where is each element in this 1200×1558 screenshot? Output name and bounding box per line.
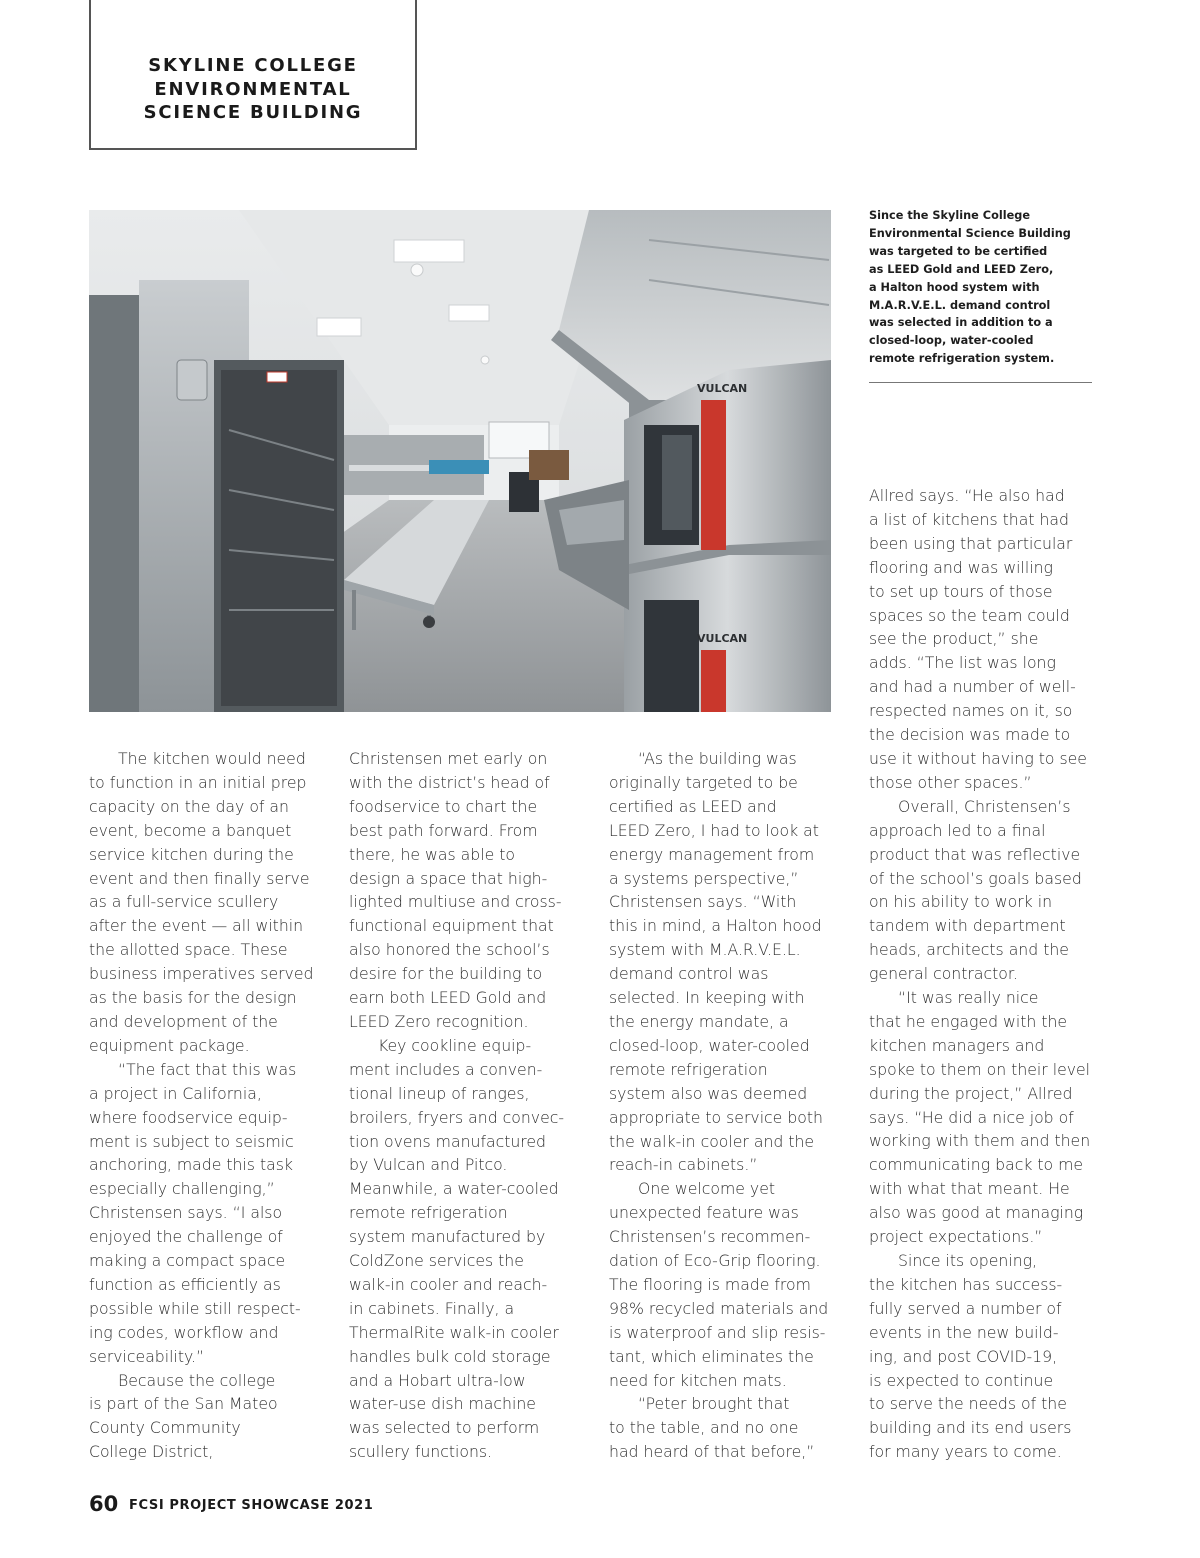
body-text-line: flooring and was willing [869,557,1053,577]
body-text-line: energy management from [609,844,815,864]
body-text-line: event, become a banquet [89,820,292,840]
body-text-line: building and its end users [869,1418,1072,1438]
body-text-line: Allred says. “He also had [869,486,1065,505]
body-text-line: those other spaces.” [869,772,1032,792]
body-text-line: College District, [89,1442,214,1462]
body-text-line: was selected to perform [349,1418,540,1438]
body-text-line: by Vulcan and Pitco. [349,1155,508,1175]
body-text-line: to function in an initial prep [89,772,307,792]
photo-caption [869,207,1093,368]
body-text-line: walk-in cooler and reach- [349,1274,548,1294]
body-text-line: ing codes, workflow and [89,1322,279,1342]
caption-line: Since the Skyline College [869,209,1030,222]
body-text-line: fully served a number of [869,1298,1062,1318]
body-text-line: Because the college [118,1370,276,1390]
body-text-line: event and then finally serve [89,868,310,888]
oven-brand-mark: VULCAN [697,382,748,395]
body-text-line: events in the new build- [869,1322,1059,1342]
body-text-line: project expectations.” [869,1227,1043,1247]
body-text-line: to set up tours of those [869,581,1053,601]
caption-line: closed-loop, water-cooled [869,334,1034,348]
body-text-line: handles bulk cold storage [349,1346,551,1366]
body-text-line: need for kitchen mats. [609,1370,787,1390]
body-text-line: kitchen managers and [869,1035,1045,1055]
section-title-line: SCIENCE BUILDING [143,102,363,123]
body-text-line: “As the building was [638,749,797,768]
body-text-line: general contractor. [869,964,1018,984]
body-text-line: for many years to come. [869,1442,1062,1462]
body-text-line: business imperatives served [89,964,314,984]
body-text-line: spaces so the team could [869,605,1070,625]
body-text-line: been using that particular [869,533,1073,553]
body-text-line: service kitchen during the [89,844,294,864]
body-text-line: 98% recycled materials and [609,1298,829,1318]
body-text-line: the walk-in cooler and the [609,1131,815,1151]
section-title-line: SKYLINE COLLEGE [148,55,358,76]
body-text-line: “The fact that this was [118,1059,297,1079]
body-text-line: with the district’s head of [349,772,550,792]
body-text-line: adds. “The list was long [869,653,1056,673]
body-text-line: and development of the [89,1011,278,1031]
body-text-line: during the project,” Allred [869,1083,1073,1103]
body-text-line: earn both LEED Gold and [349,988,547,1008]
body-text-line: that he engaged with the [869,1011,1068,1031]
body-text-line: broilers, fryers and convec- [349,1107,565,1127]
body-text-line: a project in California, [89,1083,262,1103]
body-text-line: spoke to them on their level [869,1059,1091,1079]
body-text-line: a list of kitchens that had [869,509,1070,529]
body-text-line: ing, and post COVID-19, [869,1346,1058,1366]
body-text-line: there, he was able to [349,844,515,864]
caption-line: was selected in addition to a [869,316,1053,330]
body-text-line: LEED Zero, I had to look at [609,820,819,840]
publication-name: FCSI PROJECT SHOWCASE 2021 [129,1498,374,1513]
body-text-line: Since its opening, [898,1251,1038,1270]
body-text-line: and had a number of well- [869,677,1076,697]
body-text-line: The kitchen would need [118,749,306,768]
body-text-line: certified as LEED and [609,796,777,816]
body-text-line: ment includes a conven- [349,1059,543,1079]
body-text-line: unexpected feature was [609,1203,799,1223]
body-column-2 [349,747,597,1464]
body-text-line: Christensen says. “I also [89,1203,283,1223]
body-column-3 [609,747,857,1464]
kitchen-photo [89,210,831,712]
body-text-line: system with M.A.R.V.E.L. [609,940,801,960]
body-text-line: serviceability.” [89,1346,205,1366]
body-text-line: is waterproof and slip resis- [609,1322,826,1342]
body-text-line: had heard of that before,” [609,1442,815,1462]
body-text-line: demand control was [609,964,769,984]
body-text-line: to the table, and no one [609,1418,799,1438]
caption-line: Environmental Science Building [869,226,1071,240]
body-text-line: best path forward. From [349,820,538,840]
oven-brand-mark: VULCAN [697,632,748,645]
caption-line: M.A.R.V.E.L. demand control [869,298,1051,312]
body-text-line: The flooring is made from [609,1274,811,1294]
body-text-line: respected names on it, so [869,701,1073,721]
body-text-line: the kitchen has success- [869,1274,1063,1294]
body-text-line: making a compact space [89,1251,286,1271]
body-text-line: functional equipment that [349,916,554,936]
body-text-line: Key cookline equip- [378,1035,532,1055]
body-column-4 [869,484,1117,1464]
body-text-line: see the product,” she [869,629,1039,649]
body-text-line: working with them and then [869,1131,1091,1151]
body-text-line: also was good at managing [869,1203,1084,1223]
body-text-line: system also was deemed [609,1083,808,1103]
body-text-line: Meanwhile, a water-cooled [349,1179,559,1199]
body-text-line: and a Hobart ultra-low [349,1370,526,1390]
page-number: 60 [89,1492,119,1516]
body-text-line: where foodservice equip- [89,1107,288,1127]
body-text-line: capacity on the day of an [89,796,289,816]
body-text-line: foodservice to chart the [349,796,538,816]
body-text-line: desire for the building to [349,964,543,984]
body-text-line: heads, architects and the [869,940,1069,960]
body-text-line: of the school’s goals based [869,868,1082,888]
body-text-line: closed-loop, water-cooled [609,1035,810,1055]
body-text-line: ColdZone services the [349,1251,524,1271]
body-text-line: tional lineup of ranges, [349,1083,530,1103]
body-text-line: function as efficiently as [89,1274,281,1294]
body-text-line: remote refrigeration [609,1059,768,1079]
body-text-line: says. “He did a nice job of [869,1107,1074,1127]
body-text-line: possible while still respect- [89,1298,301,1318]
body-text-line: as a full-service scullery [89,892,279,912]
body-text-line: reach-in cabinets.” [609,1155,758,1175]
body-text-line: with what that meant. He [869,1179,1070,1199]
body-text-line: the decision was made to [869,725,1071,745]
body-text-line: Christensen met early on [349,749,548,768]
body-text-line: on his ability to work in [869,892,1053,912]
body-text-line: Christensen’s recommen- [609,1227,811,1247]
body-text-line: anchoring, made this task [89,1155,293,1175]
body-text-line: a systems perspective,” [609,868,799,888]
caption-line: remote refrigeration system. [869,352,1055,366]
body-text-line: water-use dish machine [349,1394,536,1414]
body-text-line: tandem with department [869,916,1066,936]
body-text-line: originally targeted to be [609,772,798,792]
body-text-line: after the event — all within [89,916,304,936]
body-text-line: dation of Eco-Grip flooring. [609,1251,821,1271]
body-text-line: remote refrigeration [349,1203,508,1223]
body-text-line: design a space that high- [349,868,548,888]
body-text-line: approach led to a final [869,820,1046,840]
body-text-line: scullery functions. [349,1442,493,1462]
body-text-line: is expected to continue [869,1370,1054,1390]
body-text-line: Overall, Christensen’s [898,796,1071,816]
body-text-line: in cabinets. Finally, a [349,1298,515,1318]
body-text-line: equipment package. [89,1035,250,1055]
body-text-line: enjoyed the challenge of [89,1227,283,1247]
body-text-line: as the basis for the design [89,988,297,1008]
body-text-line: the energy mandate, a [609,1011,789,1031]
body-text-line: to serve the needs of the [869,1394,1067,1414]
body-text-line: lighted multiuse and cross- [349,892,562,912]
caption-divider [869,382,1092,383]
body-text-line: selected. In keeping with [609,988,805,1008]
body-text-line: tant, which eliminates the [609,1346,814,1366]
section-title-box [89,0,417,150]
body-text-line: County Community [89,1418,241,1438]
caption-line: was targeted to be certified [869,244,1048,258]
body-text-line: appropriate to service both [609,1107,823,1127]
body-text-line: ThermalRite walk-in cooler [349,1322,559,1342]
body-text-line: tion ovens manufactured [349,1131,547,1151]
body-text-line: is part of the San Mateo [89,1394,278,1414]
body-text-line: this in mind, a Halton hood [609,916,822,936]
caption-line: a Halton hood system with [869,280,1040,294]
section-title-line: ENVIRONMENTAL [154,79,352,100]
body-text-line: use it without having to see [869,748,1087,768]
body-text-line: the allotted space. These [89,940,288,960]
body-text-line: especially challenging,” [89,1179,275,1199]
body-text-line: communicating back to me [869,1155,1084,1175]
body-text-line: system manufactured by [349,1227,546,1247]
body-text-line: also honored the school’s [349,940,550,960]
body-text-line: Christensen says. “With [609,892,797,912]
body-text-line: One welcome yet [638,1179,775,1199]
body-text-line: product that was reflective [869,844,1081,864]
body-text-line: “Peter brought that [638,1394,790,1414]
body-column-1 [89,747,337,1464]
body-text-line: ment is subject to seismic [89,1131,294,1151]
caption-line: as LEED Gold and LEED Zero, [869,262,1054,276]
body-text-line: LEED Zero recognition. [349,1011,529,1031]
body-text-line: “It was really nice [898,988,1039,1008]
